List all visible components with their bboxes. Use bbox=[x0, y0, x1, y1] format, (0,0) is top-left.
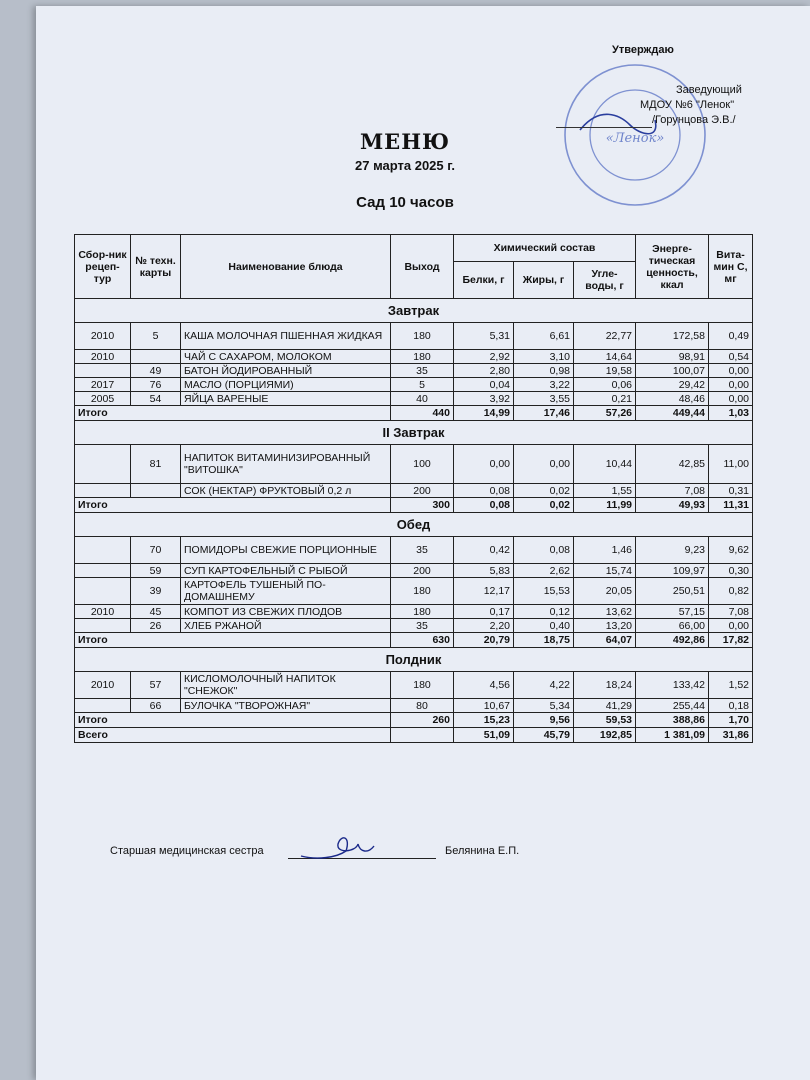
section-title: Обед bbox=[75, 513, 753, 537]
cell-carbs: 19,58 bbox=[574, 364, 636, 378]
cell-output: 200 bbox=[391, 484, 454, 498]
cell-collection: 2010 bbox=[75, 672, 131, 699]
table-row bbox=[75, 672, 753, 699]
cell-card: 57 bbox=[131, 672, 181, 699]
cell-collection: 2017 bbox=[75, 378, 131, 392]
nurse-title: Старшая медицинская сестра bbox=[110, 845, 264, 857]
total-vitamin: 11,31 bbox=[709, 498, 753, 513]
cell-card: 5 bbox=[131, 323, 181, 350]
total-output: 440 bbox=[391, 406, 454, 421]
page-title: МЕНЮ bbox=[359, 129, 451, 154]
total-energy: 388,86 bbox=[636, 713, 709, 728]
cell-carbs: 10,44 bbox=[574, 445, 636, 484]
grand-total-energy: 1 381,09 bbox=[636, 728, 709, 743]
cell-dish: НАПИТОК ВИТАМИНИЗИРОВАННЫЙ "ВИТОШКА" bbox=[181, 445, 391, 484]
total-protein: 0,08 bbox=[454, 498, 514, 513]
cell-vitamin: 9,62 bbox=[709, 537, 753, 564]
cell-fat: 15,53 bbox=[514, 578, 574, 605]
cell-dish: БУЛОЧКА "ТВОРОЖНАЯ" bbox=[181, 699, 391, 713]
header-protein: Белки, г bbox=[454, 262, 514, 299]
cell-protein: 0,04 bbox=[454, 378, 514, 392]
cell-collection: 2010 bbox=[75, 605, 131, 619]
cell-vitamin: 0,31 bbox=[709, 484, 753, 498]
cell-protein: 3,92 bbox=[454, 392, 514, 406]
cell-dish: КИСЛОМОЛОЧНЫЙ НАПИТОК "СНЕЖОК" bbox=[181, 672, 391, 699]
cell-fat: 0,40 bbox=[514, 619, 574, 633]
cell-card: 70 bbox=[131, 537, 181, 564]
total-fat: 9,56 bbox=[514, 713, 574, 728]
total-row bbox=[75, 633, 753, 648]
table-row bbox=[75, 619, 753, 633]
stamp-text: «Ленок» bbox=[605, 131, 665, 146]
cell-carbs: 15,74 bbox=[574, 564, 636, 578]
cell-dish: МАСЛО (ПОРЦИЯМИ) bbox=[181, 378, 391, 392]
cell-dish: КАРТОФЕЛЬ ТУШЕНЫЙ ПО-ДОМАШНЕМУ bbox=[181, 578, 391, 605]
cell-collection: 2010 bbox=[75, 350, 131, 364]
approval-org: МДОУ №6 "Ленок" bbox=[640, 99, 735, 111]
grand-total-fat: 45,79 bbox=[514, 728, 574, 743]
cell-carbs: 1,46 bbox=[574, 537, 636, 564]
cell-energy: 109,97 bbox=[636, 564, 709, 578]
cell-protein: 0,00 bbox=[454, 445, 514, 484]
grand-total-vitamin: 31,86 bbox=[709, 728, 753, 743]
cell-card: 49 bbox=[131, 364, 181, 378]
cell-card bbox=[131, 484, 181, 498]
table-row bbox=[75, 605, 753, 619]
cell-collection bbox=[75, 699, 131, 713]
cell-vitamin: 11,00 bbox=[709, 445, 753, 484]
cell-protein: 2,80 bbox=[454, 364, 514, 378]
cell-collection bbox=[75, 578, 131, 605]
cell-energy: 9,23 bbox=[636, 537, 709, 564]
cell-card: 59 bbox=[131, 564, 181, 578]
cell-fat: 4,22 bbox=[514, 672, 574, 699]
cell-protein: 5,83 bbox=[454, 564, 514, 578]
cell-output: 35 bbox=[391, 364, 454, 378]
section-title: II Завтрак bbox=[75, 421, 753, 445]
grand-total-label: Всего bbox=[75, 728, 391, 743]
cell-carbs: 20,05 bbox=[574, 578, 636, 605]
approval-signature-line bbox=[556, 127, 652, 128]
cell-dish: СОК (НЕКТАР) ФРУКТОВЫЙ 0,2 л bbox=[181, 484, 391, 498]
cell-output: 5 bbox=[391, 378, 454, 392]
total-output: 260 bbox=[391, 713, 454, 728]
cell-output: 100 bbox=[391, 445, 454, 484]
cell-energy: 255,44 bbox=[636, 699, 709, 713]
grand-total-protein: 51,09 bbox=[454, 728, 514, 743]
cell-fat: 2,62 bbox=[514, 564, 574, 578]
cell-energy: 98,91 bbox=[636, 350, 709, 364]
cell-output: 35 bbox=[391, 619, 454, 633]
table-row bbox=[75, 378, 753, 392]
cell-vitamin: 0,00 bbox=[709, 364, 753, 378]
cell-vitamin: 0,00 bbox=[709, 619, 753, 633]
table-row bbox=[75, 392, 753, 406]
approval-heading: Утверждаю bbox=[612, 44, 674, 56]
cell-dish: ЯЙЦА ВАРЕНЫЕ bbox=[181, 392, 391, 406]
cell-vitamin: 0,00 bbox=[709, 378, 753, 392]
section-title: Завтрак bbox=[75, 299, 753, 323]
cell-card: 26 bbox=[131, 619, 181, 633]
cell-carbs: 0,06 bbox=[574, 378, 636, 392]
cell-fat: 5,34 bbox=[514, 699, 574, 713]
table-row bbox=[75, 364, 753, 378]
cell-protein: 4,56 bbox=[454, 672, 514, 699]
cell-collection: 2010 bbox=[75, 323, 131, 350]
total-vitamin: 1,03 bbox=[709, 406, 753, 421]
cell-protein: 5,31 bbox=[454, 323, 514, 350]
section-title: Полдник bbox=[75, 648, 753, 672]
approval-position: Заведующий bbox=[676, 84, 742, 96]
header-fat: Жиры, г bbox=[514, 262, 574, 299]
cell-card: 45 bbox=[131, 605, 181, 619]
total-vitamin: 1,70 bbox=[709, 713, 753, 728]
cell-fat: 3,55 bbox=[514, 392, 574, 406]
cell-output: 180 bbox=[391, 323, 454, 350]
cell-card: 66 bbox=[131, 699, 181, 713]
cell-energy: 172,58 bbox=[636, 323, 709, 350]
total-carbs: 64,07 bbox=[574, 633, 636, 648]
cell-fat: 0,12 bbox=[514, 605, 574, 619]
cell-collection bbox=[75, 619, 131, 633]
cell-carbs: 41,29 bbox=[574, 699, 636, 713]
cell-dish: ПОМИДОРЫ СВЕЖИЕ ПОРЦИОННЫЕ bbox=[181, 537, 391, 564]
cell-collection bbox=[75, 484, 131, 498]
total-row bbox=[75, 713, 753, 728]
cell-dish: БАТОН ЙОДИРОВАННЫЙ bbox=[181, 364, 391, 378]
total-carbs: 11,99 bbox=[574, 498, 636, 513]
cell-dish: КАША МОЛОЧНАЯ ПШЕННАЯ ЖИДКАЯ bbox=[181, 323, 391, 350]
cell-output: 35 bbox=[391, 537, 454, 564]
header-carbs: Угле-воды, г bbox=[574, 262, 636, 299]
cell-vitamin: 0,00 bbox=[709, 392, 753, 406]
cell-protein: 0,42 bbox=[454, 537, 514, 564]
cell-card: 81 bbox=[131, 445, 181, 484]
cell-dish: ХЛЕБ РЖАНОЙ bbox=[181, 619, 391, 633]
cell-vitamin: 0,54 bbox=[709, 350, 753, 364]
cell-card bbox=[131, 350, 181, 364]
cell-energy: 7,08 bbox=[636, 484, 709, 498]
cell-output: 80 bbox=[391, 699, 454, 713]
cell-collection: 2005 bbox=[75, 392, 131, 406]
cell-carbs: 1,55 bbox=[574, 484, 636, 498]
grand-total-output bbox=[391, 728, 454, 743]
cell-dish: ЧАЙ С САХАРОМ, МОЛОКОМ bbox=[181, 350, 391, 364]
header-energy: Энерге-тическая ценность, ккал bbox=[636, 235, 709, 299]
total-label: Итого bbox=[75, 633, 391, 648]
cell-collection bbox=[75, 564, 131, 578]
cell-protein: 0,08 bbox=[454, 484, 514, 498]
cell-collection bbox=[75, 537, 131, 564]
menu-subtitle: Сад 10 часов bbox=[356, 194, 454, 211]
cell-output: 180 bbox=[391, 578, 454, 605]
approval-name: /Горунцова Э.В./ bbox=[652, 114, 736, 126]
total-protein: 14,99 bbox=[454, 406, 514, 421]
cell-vitamin: 0,82 bbox=[709, 578, 753, 605]
table-row bbox=[75, 564, 753, 578]
cell-fat: 0,00 bbox=[514, 445, 574, 484]
cell-dish: КОМПОТ ИЗ СВЕЖИХ ПЛОДОВ bbox=[181, 605, 391, 619]
cell-card: 39 bbox=[131, 578, 181, 605]
cell-output: 40 bbox=[391, 392, 454, 406]
nurse-signature bbox=[296, 826, 396, 866]
total-row bbox=[75, 406, 753, 421]
table-row bbox=[75, 350, 753, 364]
cell-energy: 57,15 bbox=[636, 605, 709, 619]
total-output: 630 bbox=[391, 633, 454, 648]
table-row bbox=[75, 484, 753, 498]
header-dish: Наименование блюда bbox=[181, 235, 391, 299]
cell-output: 180 bbox=[391, 350, 454, 364]
total-carbs: 59,53 bbox=[574, 713, 636, 728]
cell-collection bbox=[75, 364, 131, 378]
cell-vitamin: 0,49 bbox=[709, 323, 753, 350]
total-row bbox=[75, 498, 753, 513]
total-label: Итого bbox=[75, 406, 391, 421]
cell-carbs: 13,20 bbox=[574, 619, 636, 633]
total-fat: 0,02 bbox=[514, 498, 574, 513]
grand-total-row bbox=[75, 728, 753, 743]
cell-carbs: 0,21 bbox=[574, 392, 636, 406]
table-row bbox=[75, 537, 753, 564]
total-label: Итого bbox=[75, 498, 391, 513]
header-card: № техн. карты bbox=[131, 235, 181, 299]
cell-vitamin: 1,52 bbox=[709, 672, 753, 699]
total-carbs: 57,26 bbox=[574, 406, 636, 421]
cell-output: 180 bbox=[391, 605, 454, 619]
cell-collection bbox=[75, 445, 131, 484]
cell-fat: 3,22 bbox=[514, 378, 574, 392]
total-energy: 449,44 bbox=[636, 406, 709, 421]
header-collection: Сбор-ник рецеп-тур bbox=[75, 235, 131, 299]
total-vitamin: 17,82 bbox=[709, 633, 753, 648]
menu-date: 27 марта 2025 г. bbox=[355, 158, 455, 173]
cell-protein: 2,92 bbox=[454, 350, 514, 364]
cell-energy: 250,51 bbox=[636, 578, 709, 605]
cell-protein: 0,17 bbox=[454, 605, 514, 619]
cell-fat: 0,08 bbox=[514, 537, 574, 564]
cell-output: 180 bbox=[391, 672, 454, 699]
cell-dish: СУП КАРТОФЕЛЬНЫЙ С РЫБОЙ bbox=[181, 564, 391, 578]
cell-protein: 10,67 bbox=[454, 699, 514, 713]
nurse-name: Белянина Е.П. bbox=[445, 845, 520, 857]
cell-energy: 48,46 bbox=[636, 392, 709, 406]
cell-energy: 66,00 bbox=[636, 619, 709, 633]
header-output: Выход bbox=[391, 235, 454, 299]
total-energy: 49,93 bbox=[636, 498, 709, 513]
cell-card: 54 bbox=[131, 392, 181, 406]
total-fat: 18,75 bbox=[514, 633, 574, 648]
cell-energy: 29,42 bbox=[636, 378, 709, 392]
cell-output: 200 bbox=[391, 564, 454, 578]
total-energy: 492,86 bbox=[636, 633, 709, 648]
header-vitamin: Вита-мин С, мг bbox=[709, 235, 753, 299]
cell-card: 76 bbox=[131, 378, 181, 392]
table-row bbox=[75, 699, 753, 713]
cell-fat: 0,98 bbox=[514, 364, 574, 378]
cell-vitamin: 0,18 bbox=[709, 699, 753, 713]
total-label: Итого bbox=[75, 713, 391, 728]
grand-total-carbs: 192,85 bbox=[574, 728, 636, 743]
table-row bbox=[75, 445, 753, 484]
table-row bbox=[75, 578, 753, 605]
cell-fat: 6,61 bbox=[514, 323, 574, 350]
cell-energy: 133,42 bbox=[636, 672, 709, 699]
cell-carbs: 18,24 bbox=[574, 672, 636, 699]
cell-vitamin: 7,08 bbox=[709, 605, 753, 619]
table-row bbox=[75, 323, 753, 350]
cell-energy: 100,07 bbox=[636, 364, 709, 378]
total-protein: 20,79 bbox=[454, 633, 514, 648]
cell-vitamin: 0,30 bbox=[709, 564, 753, 578]
cell-fat: 3,10 bbox=[514, 350, 574, 364]
cell-carbs: 22,77 bbox=[574, 323, 636, 350]
total-output: 300 bbox=[391, 498, 454, 513]
header-chem: Химический состав bbox=[454, 235, 636, 262]
cell-protein: 12,17 bbox=[454, 578, 514, 605]
cell-protein: 2,20 bbox=[454, 619, 514, 633]
menu-table bbox=[74, 234, 753, 743]
total-protein: 15,23 bbox=[454, 713, 514, 728]
cell-fat: 0,02 bbox=[514, 484, 574, 498]
cell-carbs: 14,64 bbox=[574, 350, 636, 364]
total-fat: 17,46 bbox=[514, 406, 574, 421]
cell-carbs: 13,62 bbox=[574, 605, 636, 619]
cell-energy: 42,85 bbox=[636, 445, 709, 484]
